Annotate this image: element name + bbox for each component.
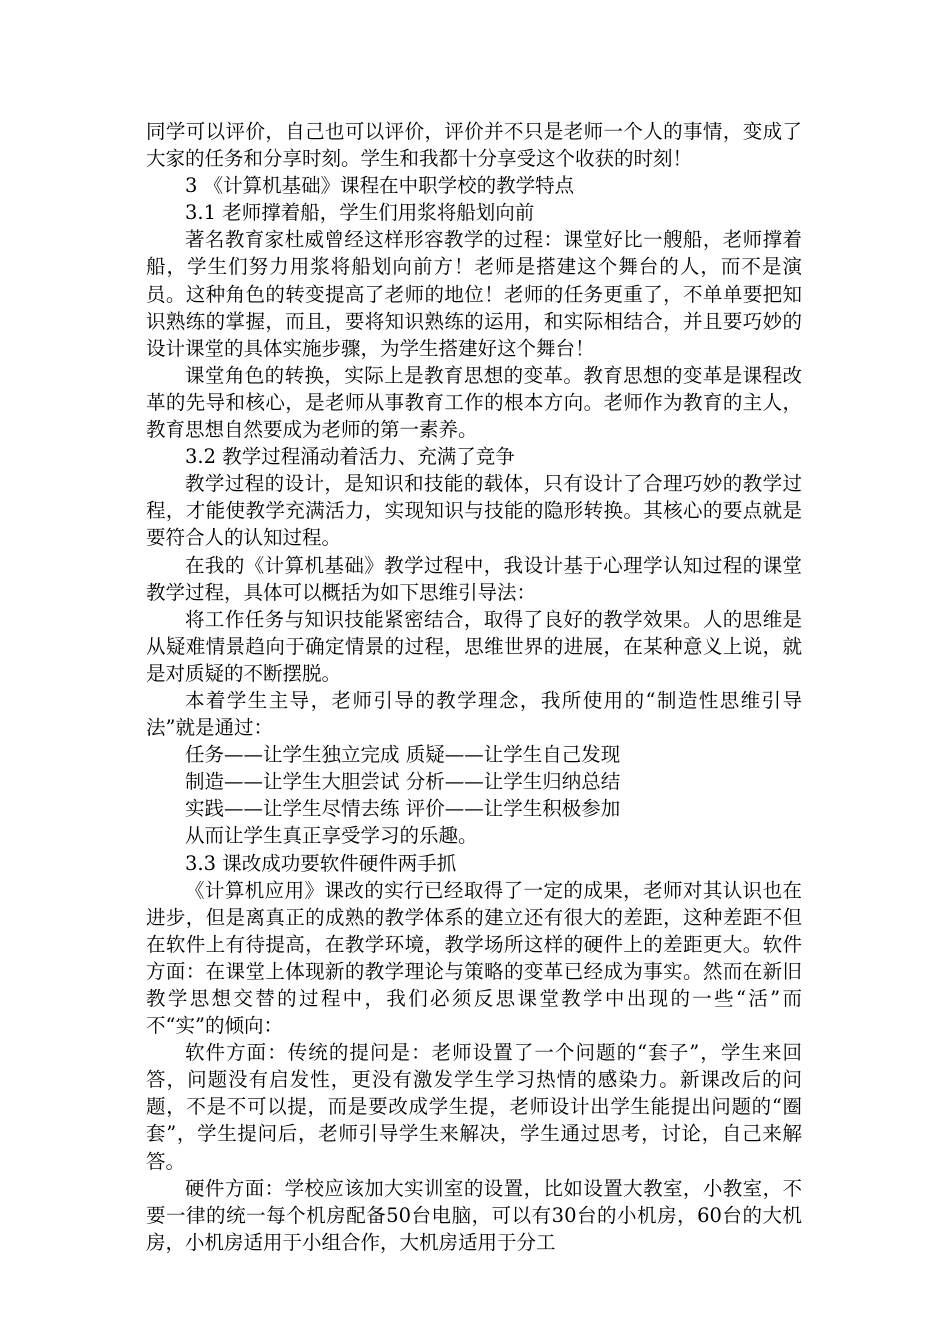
subsection-heading-3-2: 3.2 教学过程涌动着活力、充满了竞争 bbox=[185, 445, 515, 469]
body-paragraph: 在我的《计算机基础》教学过程中，我设计基于心理学认知过程的课堂教学过程，具体可以概括为如下思维引导法： bbox=[146, 553, 802, 604]
body-paragraph: 软件方面：传统的提问是：老师设置了一个问题的“套子”，学生来回答，问题没有启发性，更没有激发学生学习热情的感染力。新课改后的问题，不是不可以提，而是要改成学生提，老师设计出学生能提出问题的“圈套”，学生提问后，老师引导学生来解决，学生通过思考，讨论，自己来解答。 bbox=[146, 1041, 802, 1173]
body-paragraph: 硬件方面：学校应该加大实训室的设置，比如设置大教室，小教室，不要一律的统一每个机房配备50台电脑，可以有30台的小机房，60台的大机房，小机房适用于小组合作，大机房适用于分工 bbox=[146, 1176, 802, 1254]
method-line: 制造——让学生大胆尝试 分析——让学生归纳总结 bbox=[185, 770, 621, 794]
body-paragraph: 教学过程的设计，是知识和技能的载体，只有设计了合理巧妙的教学过程，才能使教学充满活力，实现知识与技能的隐形转换。其核心的要点就是要符合人的认知过程。 bbox=[146, 472, 802, 550]
subsection-heading-3-1: 3.1 老师撑着船，学生们用浆将船划向前 bbox=[185, 201, 535, 225]
document-page bbox=[146, 118, 802, 1256]
subsection-heading-3-3: 3.3 课改成功要软件硬件两手抓 bbox=[185, 851, 457, 875]
body-paragraph: 著名教育家杜威曾经这样形容教学的过程：课堂好比一艘船，老师撑着船，学生们努力用浆将船划向前方！老师是搭建这个舞台的人，而不是演员。这种角色的转变提高了老师的地位！老师的任务更重了，不单单要把知识熟练的掌握，而且，要将知识熟练的运用，和实际相结合，并且要巧妙的设计课堂的具体实施步骤，为学生搭建好这个舞台！ bbox=[146, 228, 802, 360]
body-paragraph: 课堂角色的转换，实际上是教育思想的变革。教育思想的变革是课程改革的先导和核心，是老师从事教育工作的根本方向。老师作为教育的主人，教育思想自然要成为老师的第一素养。 bbox=[146, 363, 802, 442]
body-paragraph: 本着学生主导，老师引导的教学理念，我所使用的“制造性思维引导法”就是通过： bbox=[146, 688, 802, 740]
method-conclusion: 从而让学生真正享受学习的乐趣。 bbox=[185, 824, 478, 848]
paragraph-continuation: 同学可以评价，自己也可以评价，评价并不只是老师一个人的事情，变成了大家的任务和分享时刻。学生和我都十分享受这个收获的时刻！ bbox=[146, 120, 802, 171]
section-heading-3: 3 《计算机基础》课程在中职学校的教学特点 bbox=[185, 174, 575, 198]
body-paragraph: 《计算机应用》课改的实行已经取得了一定的成果，老师对其认识也在进步，但是离真正的成熟的教学体系的建立还有很大的差距，这种差距不但在软件上有待提高，在教学环境，教学场所这样的硬件上的差距更大。软件方面：在课堂上体现新的教学理论与策略的变革已经成为事实。然而在新旧教学思想交替的过程中，我们必须反思课堂教学中出现的一些“活”而不“实”的倾向： bbox=[146, 878, 802, 1038]
method-line: 实践——让学生尽情去练 评价——让学生积极参加 bbox=[185, 797, 621, 821]
body-paragraph: 将工作任务与知识技能紧密结合，取得了良好的教学效果。人的思维是从疑难情景趋向于确定情景的过程，思维世界的进展，在某种意义上说，就是对质疑的不断摆脱。 bbox=[146, 607, 802, 685]
method-line: 任务——让学生独立完成 质疑——让学生自己发现 bbox=[185, 743, 621, 767]
